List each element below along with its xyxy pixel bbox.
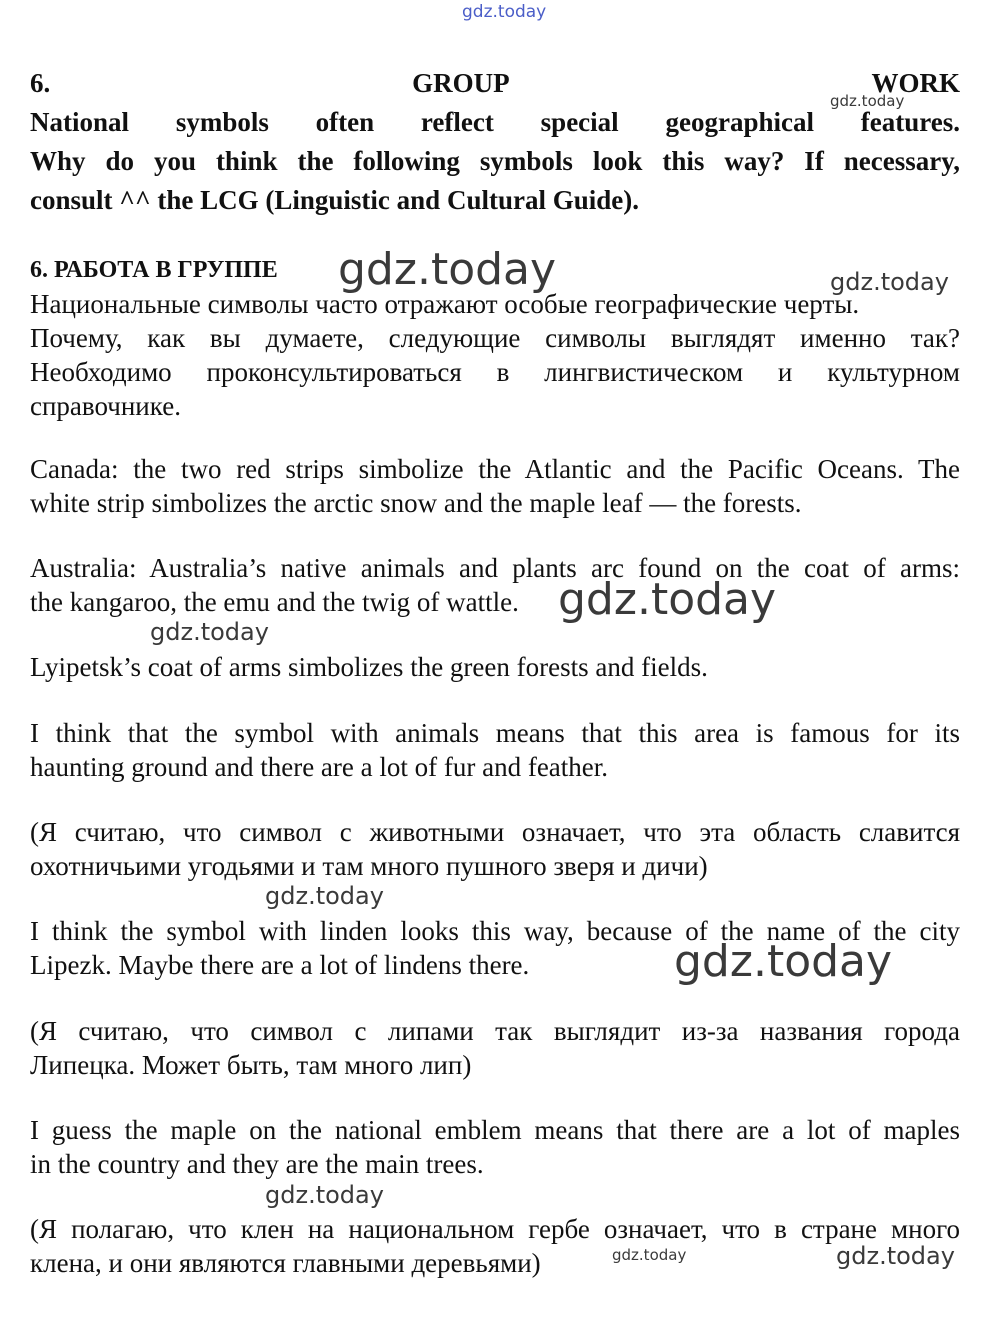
answer-line: (Я считаю, что символ с липами так выглядит из-за названия города <box>30 1016 960 1046</box>
task-number: 6. <box>30 68 51 98</box>
answer-line: I think the symbol with linden looks this way, because of the name of the city <box>30 916 960 946</box>
answer-animals-ru <box>30 815 960 883</box>
answer-maple-ru <box>30 1212 960 1280</box>
task-ru-line: справочнике. <box>30 391 181 421</box>
answer-line: in the country and they are the main trees. <box>30 1149 484 1179</box>
answer-lyipetsk <box>30 650 960 684</box>
task-title-word-1: GROUP <box>412 68 510 98</box>
answer-line: I think that the symbol with animals means that this area is famous for its <box>30 718 960 748</box>
watermark: gdz.today <box>150 618 269 646</box>
answer-animals-en <box>30 716 960 784</box>
answer-line: Canada: the two red strips simbolize the Atlantic and the Pacific Oceans. The <box>30 454 960 484</box>
watermark: gdz.today <box>830 92 905 110</box>
answer-line: white strip simbolizes the arctic snow and the maple leaf — the forests. <box>30 488 802 518</box>
answer-line: (Я считаю, что символ с животными означает, что эта область славится <box>30 817 960 847</box>
watermark: gdz.today <box>674 936 893 987</box>
watermark: gdz.today <box>558 574 777 625</box>
answer-canada <box>30 452 960 520</box>
answer-line: Lipezk. Maybe there are a lot of lindens there. <box>30 950 530 980</box>
task-en-line: Why do you think the following symbols look this way? If necessary, <box>30 146 960 176</box>
watermark: gdz.today <box>836 1242 955 1270</box>
answer-line: haunting ground and there are a lot of fur and feather. <box>30 752 609 782</box>
task-title-word-2: WORK <box>871 68 960 98</box>
task-en-line: National symbols often reflect special geographical features. <box>30 107 960 137</box>
answer-line: I guess the maple on the national emblem means that there are a lot of maples <box>30 1115 960 1145</box>
task-en-line: consult ^^ the LCG (Linguistic and Cultural Guide). <box>30 185 639 215</box>
task-heading-ru: 6. РАБОТА В ГРУППЕ <box>30 257 278 283</box>
task-instructions-en <box>30 103 960 220</box>
answer-line: охотничьими угодьями и там много пушного зверя и дичи) <box>30 851 708 881</box>
answer-linden-ru <box>30 1014 960 1082</box>
answer-line: Australia: Australia’s native animals and plants arc found on the coat of arms: <box>30 553 960 583</box>
watermark: gdz.today <box>265 1181 384 1209</box>
task-ru-line: Почему, как вы думаете, следующие символы выглядят именно так? <box>30 323 960 353</box>
watermark: gdz.today <box>265 882 384 910</box>
watermark: gdz.today <box>612 1246 687 1264</box>
answer-line: (Я полагаю, что клен на национальном гербе означает, что в стране много <box>30 1214 960 1244</box>
answer-line: Lyipetsk’s coat of arms simbolizes the green forests and fields. <box>30 652 708 682</box>
answer-line: Липецка. Может быть, там много лип) <box>30 1050 472 1080</box>
task-ru-line: Необходимо проконсультироваться в лингвистическом и культурном <box>30 357 960 387</box>
task-instructions-ru <box>30 287 960 423</box>
answer-australia <box>30 551 960 619</box>
answer-line: the kangaroo, the emu and the twig of wattle. <box>30 587 519 617</box>
watermark: gdz.today <box>830 268 949 296</box>
watermark-top: gdz.today <box>462 2 547 22</box>
answer-line: клена, и они являются главными деревьями) <box>30 1248 541 1278</box>
watermark: gdz.today <box>338 244 557 295</box>
task-ru-line: Национальные символы часто отражают особые географические черты. <box>30 289 860 319</box>
task-header <box>30 64 960 103</box>
answer-maple-en <box>30 1113 960 1181</box>
